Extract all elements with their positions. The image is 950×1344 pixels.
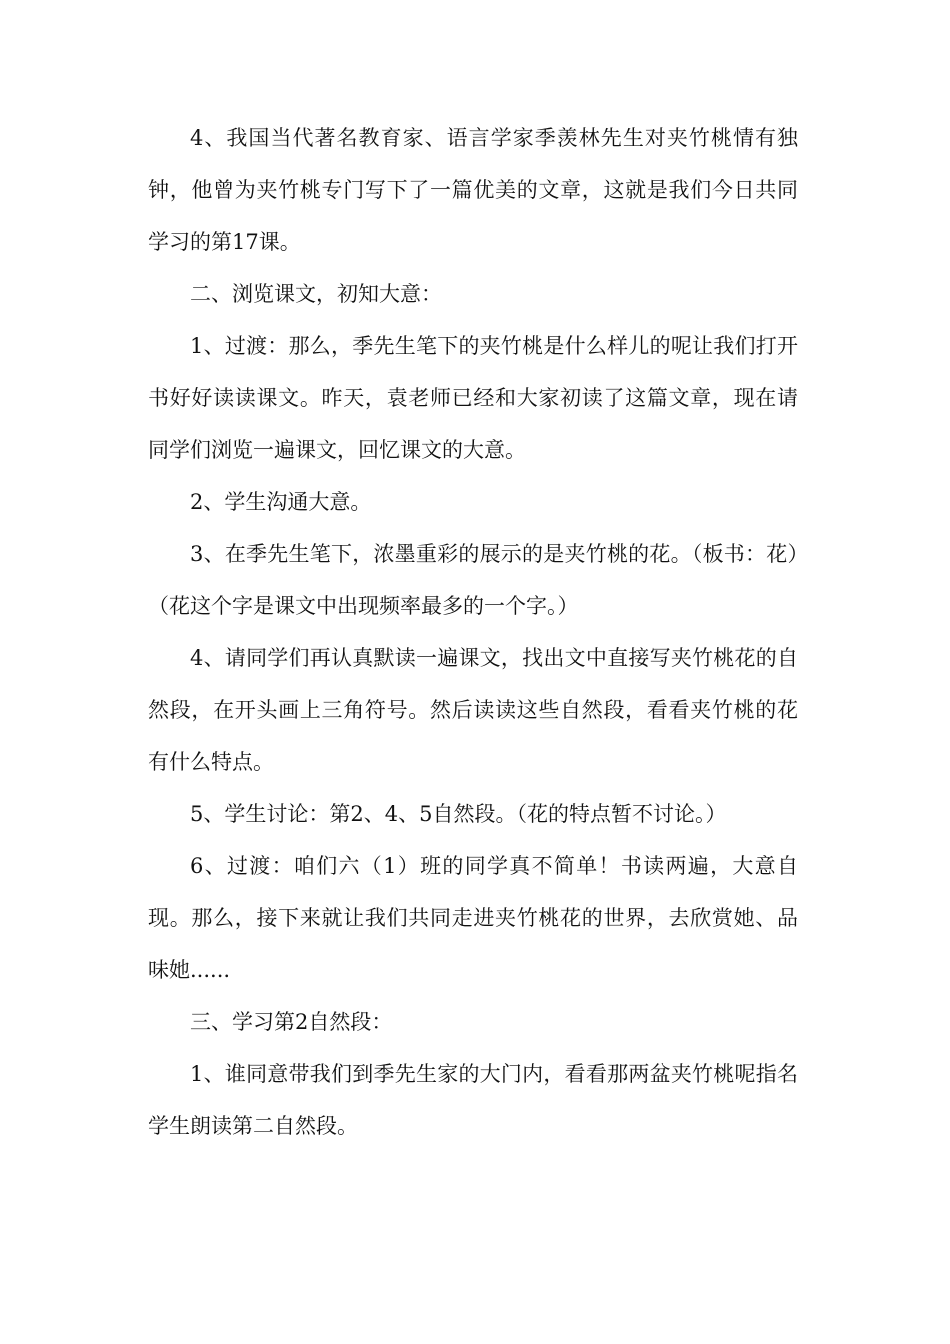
paragraph-read-second-paragraph: 1、谁同意带我们到季先生家的大门内，看看那两盆夹竹桃呢指名学生朗读第二自然段。 — [148, 1062, 798, 1138]
section-heading-study-paragraph-2: 三、学习第2自然段： — [190, 1010, 393, 1034]
paragraph-transition-browse: 1、过渡：那么，季先生笔下的夹竹桃是什么样儿的呢让我们打开书好好读读课文。昨天，袁老师已经和大家初读了这篇文章，现在请同学们浏览一遍课文，回忆课文的大意。 — [148, 334, 798, 462]
paragraph-blackboard-flower: 3、在季先生笔下，浓墨重彩的展示的是夹竹桃的花。（板书：花）（花这个字是课文中出现频率最多的一个字。） — [148, 542, 798, 618]
paragraph-transition-enter-world: 6、过渡：咱们六（1）班的同学真不简单！书读两遍，大意自现。那么，接下来就让我们共同走进夹竹桃花的世界，去欣赏她、品味她...... — [148, 854, 798, 982]
paragraph-student-discussion: 5、学生讨论：第2、4、5自然段。（花的特点暂不讨论。） — [190, 802, 727, 826]
paragraph-intro-ji-xianlin: 4、我国当代著名教育家、语言学家季羡林先生对夹竹桃情有独钟，他曾为夹竹桃专门写下了一篇优美的文章，这就是我们今日共同学习的第17课。 — [148, 126, 798, 254]
document-body — [148, 112, 798, 1152]
paragraph-students-share-main-idea: 2、学生沟通大意。 — [190, 490, 372, 514]
paragraph-silent-reading-task: 4、请同学们再认真默读一遍课文，找出文中直接写夹竹桃花的自然段，在开头画上三角符号。然后读读这些自然段，看看夹竹桃的花有什么特点。 — [148, 646, 798, 774]
section-heading-browse-text: 二、浏览课文，初知大意： — [190, 282, 442, 306]
